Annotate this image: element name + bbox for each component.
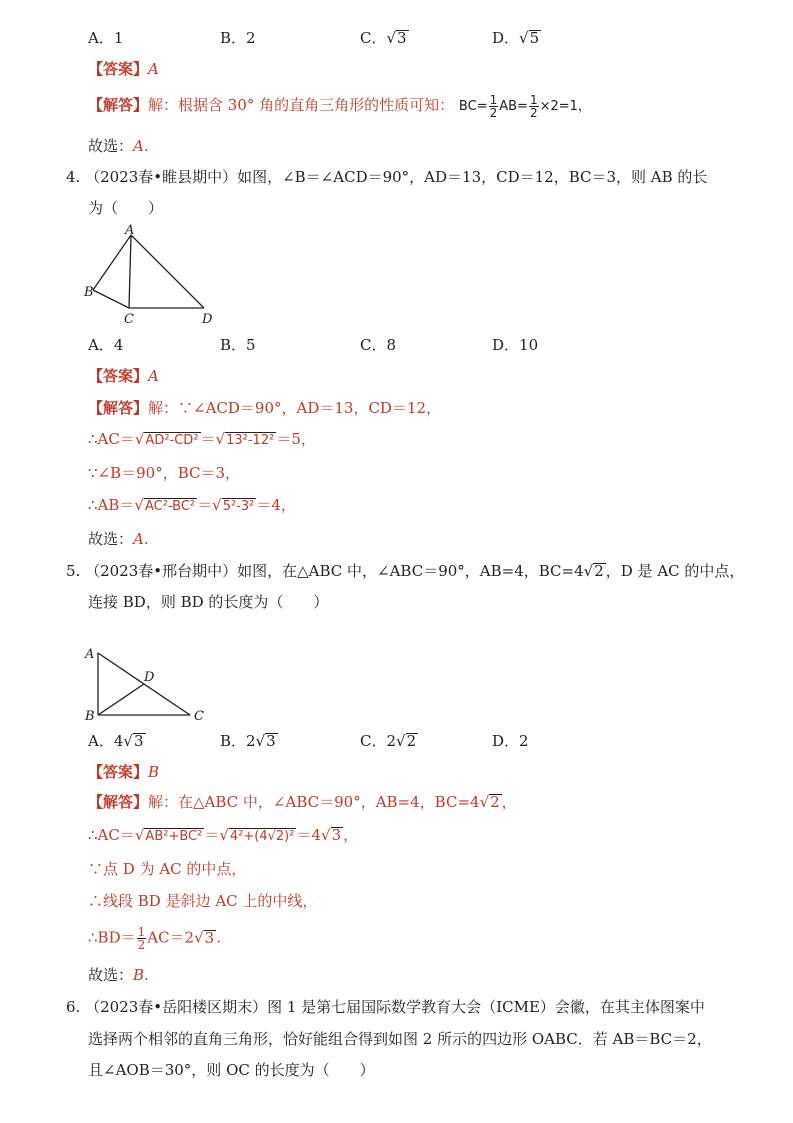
q6-line1: 6. （2023春•岳阳楼区期末）图 1 是第七届国际数学教育大会（ICME）会徽，在其主体图案中: [66, 998, 705, 1016]
q5-option-d[interactable]: D．2: [492, 732, 529, 750]
q3-option-c[interactable]: C．√3: [360, 29, 407, 47]
q4-option-d[interactable]: D．10: [492, 336, 539, 354]
q4-label-c: C: [124, 312, 134, 327]
q5-explanation-line5: ∴BD＝ $\frac{1}{2}$ AC＝2√3 .: [88, 925, 221, 952]
q3-choose: 故选：A.: [88, 137, 149, 155]
q4-explanation-line4: ∴AB＝√AC²-BC² ＝√5²-3² ＝4，: [88, 496, 296, 514]
q5-answer: 【答案】B: [88, 763, 160, 781]
q3-option-d-label: D．: [492, 29, 520, 47]
q4-label-d: D: [202, 312, 213, 327]
q4-label-a: A: [125, 223, 135, 238]
q6-line2: 选择两个相邻的直角三角形，恰好能组合得到如图 2 所示的四边形 OABC．若 AB＝BC＝2，: [88, 1030, 712, 1048]
q5-choose: 故选：B.: [88, 966, 149, 984]
q5-option-a[interactable]: A．4√3: [88, 732, 144, 750]
fraction: $\frac{1}{2}$: [529, 93, 538, 120]
q4-option-a[interactable]: A．4: [88, 336, 124, 354]
explanation-tag: 【解答】: [88, 96, 149, 114]
q5-label-b: B: [85, 709, 95, 724]
explanation-text: 解：根据含 30° 角的直角三角形的性质可知：: [148, 96, 455, 114]
answer-tag: 【答案】: [88, 60, 149, 78]
q3-option-c-label: C．: [360, 29, 387, 47]
q5-stem-line1: 5. （2023春•邢台期中）如图，在△ABC 中，∠ABC＝90°，AB=4，BC=4√2 ，D 是 AC 的中点，: [66, 562, 745, 580]
q5-option-c[interactable]: C．2√2: [360, 732, 417, 750]
q3-option-b[interactable]: B．2: [220, 29, 256, 47]
q4-stem-line1: 4. （2023春•睢县期中）如图，∠B＝∠ACD＝90°，AD＝13，CD＝12，BC＝3，则 AB 的长: [66, 168, 708, 186]
q5-label-a: A: [85, 647, 95, 662]
q6-line3: 且∠AOB＝30°，则 OC 的长度为（ ）: [88, 1061, 375, 1079]
q4-explanation-line3: ∵∠B＝90°，BC＝3，: [88, 464, 241, 482]
explanation-math: BC= $\frac{1}{2}$ AB= $\frac{1}{2}$ ×2=1，: [458, 93, 591, 120]
q4-explanation-line2: ∴AC＝√AD²-CD² ＝√13²-12² ＝5，: [88, 430, 316, 448]
q5-explanation-line3: ∵点 D 为 AC 的中点，: [88, 860, 247, 878]
q5-explanation-line4: ∴线段 BD 是斜边 AC 上的中线，: [88, 892, 318, 910]
q3-option-c-radicand: 3: [397, 29, 407, 47]
q4-answer: 【答案】A: [88, 367, 159, 385]
q5-figure: [80, 640, 220, 726]
q5-explanation-line1: 【解答】解：在△ABC 中，∠ABC＝90°，AB=4，BC=4√2 ，: [88, 793, 517, 811]
q5-option-b[interactable]: B．2√3: [220, 732, 276, 750]
q3-explanation: [88, 94, 591, 119]
q3-option-d-radicand: 5: [529, 29, 540, 47]
q5-explanation-line2: ∴AC＝√AB²+BC² ＝√4²+(4√2)² ＝4√3 ，: [88, 826, 359, 844]
q4-option-b[interactable]: B．5: [220, 336, 256, 354]
q4-explanation-line1: 【解答】解：∵∠ACD＝90°，AD＝13，CD＝12，: [88, 399, 442, 417]
q5-stem-line2: 连接 BD，则 BD 的长度为（ ）: [88, 593, 329, 611]
q3-answer: [88, 60, 159, 78]
fraction: $\frac{1}{2}$: [489, 93, 498, 120]
q4-choose: 故选：A.: [88, 530, 149, 548]
q4-figure: [80, 222, 220, 330]
q3-option-d[interactable]: D．√5: [492, 29, 540, 47]
q4-label-b: B: [84, 285, 94, 300]
q3-option-a[interactable]: A．1: [88, 29, 124, 47]
q4-stem-line2: 为（ ）: [88, 199, 164, 217]
q4-option-c[interactable]: C．8: [360, 336, 397, 354]
fraction: $\frac{1}{2}$: [137, 925, 146, 952]
q5-label-c: C: [194, 709, 204, 724]
q5-label-d: D: [144, 670, 155, 685]
answer-value: A: [148, 60, 159, 78]
